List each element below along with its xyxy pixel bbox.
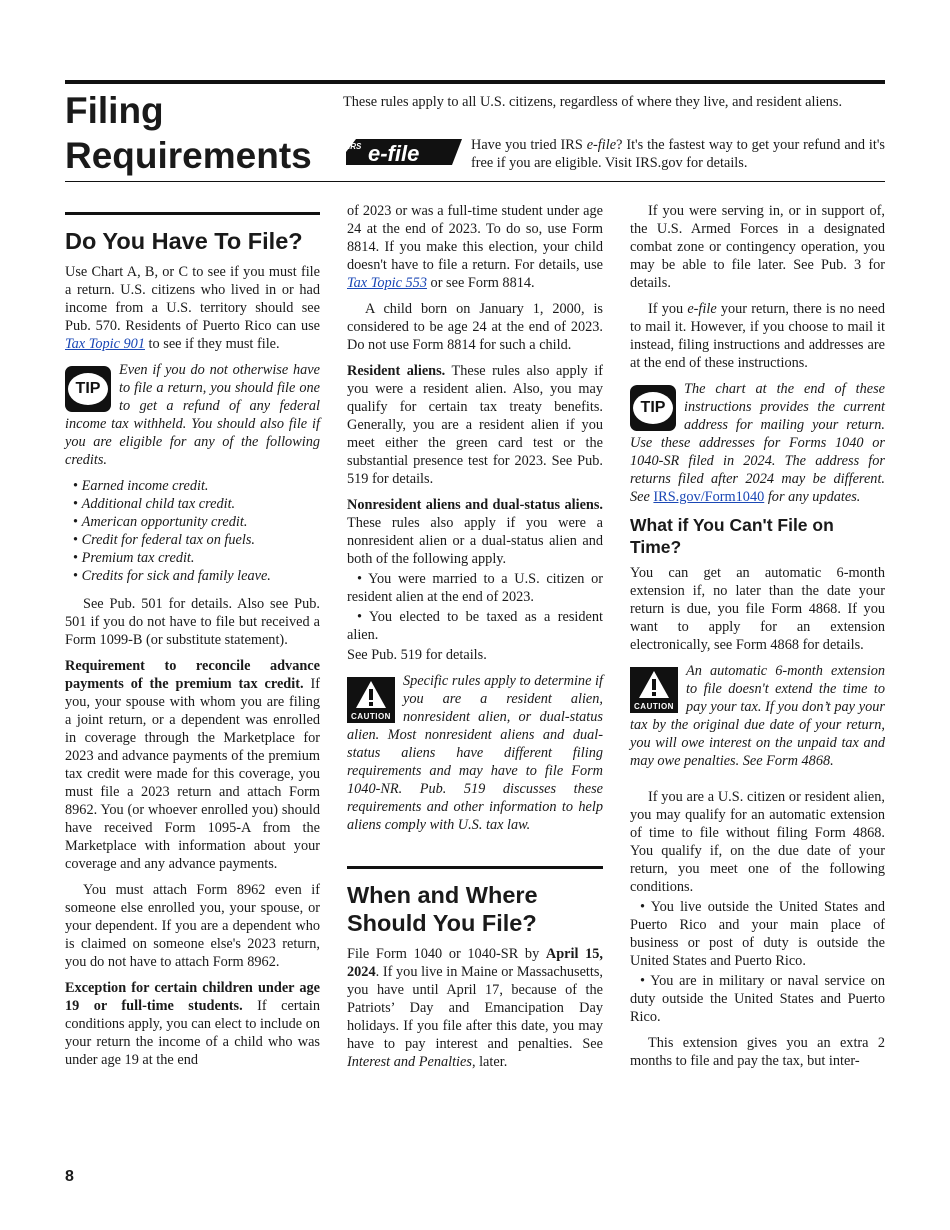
paragraph: You must attach Form 8962 even if someone else enrolled you, your spouse, or your dependent. If you are a dependent who is claimed on someone else's 2023 return, you do not have to attach Form 8962. (65, 882, 320, 970)
list-item: • Premium tax credit. (73, 549, 320, 567)
paragraph: This extension gives you an extra 2 months to file and pay the tax, but inter- (630, 1035, 885, 1069)
tax-topic-901-link[interactable]: Tax Topic 901 (65, 336, 145, 352)
paragraph: Nonresident aliens and dual-status aliens. These rules also apply if you were a nonresident alien or a dual-status alien and both of the following apply. (347, 497, 603, 567)
irs-form1040-link[interactable]: IRS.gov/Form1040 (653, 489, 765, 505)
top-rule (65, 80, 885, 84)
list-item: • American opportunity credit. (73, 513, 320, 531)
tip-icon: TIP (65, 366, 111, 412)
efile-logo-irs-text: IRS (348, 142, 362, 151)
efile-promo: Have you tried IRS e-file? It's the fastest way to get your refund and it's free if you are eligible. Visit IRS.gov for details. (471, 137, 885, 171)
column-1 (65, 202, 320, 1077)
list-item: • Credit for federal tax on fuels. (73, 531, 320, 549)
list-item: • You were married to a U.S. citizen or resident alien at the end of 2023. (347, 570, 603, 606)
caution-note: CAUTION An automatic 6-month extension to file doesn't extend the time to pay your tax. If you don’t pay your tax by the original due date of your return, you will owe interest on the unpaid tax and may owe penalties. See Form 4868. (630, 663, 885, 769)
paragraph: Use Chart A, B, or C to see if you must file a return. U.S. citizens who lived in or had income from a U.S. territory should see Pub. 570. Residents of Puerto Rico can use Tax Topic 901 to see if they must file. (65, 264, 320, 352)
column-2 (347, 202, 603, 1079)
tip-note: TIP Even if you do not otherwise have to file a return, you should file one to get a refund of any federal income tax withheld. You should also file if you are eligible for any of the following credits. (65, 362, 320, 468)
paragraph: If you e-file your return, there is no need to mail it. However, if you choose to mail it instead, filing instructions and addresses are at the end of these instructions. (630, 301, 885, 371)
paragraph: See Pub. 519 for details. (347, 647, 487, 663)
paragraph: If you were serving in, or in support of, the U.S. Armed Forces in a designated combat zone or contingency operation, you may be able to file later. See Pub. 3 for details. (630, 203, 885, 291)
paragraph: See Pub. 501 for details. Also see Pub. 501 if you do not have to file but received a Form 1099-B (or substitute statement). (65, 596, 320, 648)
paragraph: Exception for certain children under age 19 or full-time students. If certain conditions apply, you can elect to include on your return the income of a child who was under age 19 at the end (65, 980, 321, 1068)
heading-cant-file-on-time: What if You Can't File on Time? (630, 515, 834, 557)
list-item: • Additional child tax credit. (73, 495, 320, 513)
tip-note: TIP The chart at the end of these instructions provides the current address for mailing your return. Use these addresses for Forms 1040 or 1040-SR filed in 2024. The address for returns filed after 2024 may be different. See IRS.gov/Form1040 for any updates. (630, 381, 885, 505)
caution-note: CAUTION Specific rules apply to determine if you are a resident alien, nonresident alien, or dual-status alien. Most nonresident aliens and dual-status aliens have different filing requirements and may have to file Form 1040-NR. Pub. 519 discusses these requirements and other information to help aliens comply with U.S. tax law. (347, 673, 603, 833)
paragraph: of 2023 or was a full-time student under age 24 at the end of 2023. To do so, use Form 8814. If you make this election, your child doesn't have to file a return. For details, use Tax Topic 553 or see Form 8814. (347, 203, 603, 291)
paragraph: If you are a U.S. citizen or resident alien, you may qualify for an automatic extension of time to file without filing Form 4868. You qualify if, on the due date of your return, you meet one of the following conditions. (630, 789, 885, 895)
list-item: • Credits for sick and family leave. (73, 567, 320, 585)
paragraph: File Form 1040 or 1040-SR by April 15, 2024. If you live in Maine or Massachusetts, you have until April 17, because of the Patriots’ Day and Emancipation Day holidays. If you file after this date, you may have to pay interest and penalties. See Interest and Penalties, later. (347, 946, 603, 1070)
credits-list (73, 477, 320, 585)
irs-efile-logo (344, 136, 464, 168)
paragraph: Requirement to reconcile advance payments of the premium tax credit. If you, your spouse with whom you are filing a joint return, or a dependent was enrolled in coverage through the Marketplace for 2023 and advance payments of the premium tax credit were made for this coverage, you must file a 2023 return and attach Form 8962. You (or whoever enrolled you) should have received Form 1095-A from the Marketplace with information about your coverage and any advance payments. (65, 658, 320, 872)
section-rule (347, 866, 603, 869)
section-rule (65, 212, 320, 215)
page-title: Filing Requirements (65, 90, 312, 176)
efile-logo-text: e-file (368, 141, 420, 166)
list-item: • You are in military or naval service on duty outside the United States and Puerto Rico. (630, 972, 885, 1026)
list-item: • You elected to be taxed as a resident alien. (347, 608, 603, 644)
column-3 (630, 202, 885, 1078)
heading-when-and-where: When and Where Should You File? (347, 882, 538, 936)
header-rule (65, 181, 885, 182)
tax-topic-553-link[interactable]: Tax Topic 553 (347, 275, 427, 291)
paragraph: You can get an automatic 6-month extension if, no later than the date your return is due, you file Form 4868. If you want to apply for an extension electronically, see Form 4868 for details. (630, 565, 885, 653)
paragraph: A child born on January 1, 2000, is considered to be age 24 at the end of 2023. Do not use Form 8814 for such a child. (347, 301, 603, 353)
caution-icon: CAUTION (630, 667, 678, 713)
heading-do-you-have-to-file: Do You Have To File? (65, 228, 303, 254)
list-item: • Earned income credit. (73, 477, 320, 495)
paragraph: Resident aliens. These rules also apply if you were a resident alien. Also, you may qualify for certain tax treaty benefits. Generally, you are a resident alien if you meet either the green card test or the substantial presence test for 2023. See Pub. 519 for details. (347, 363, 603, 487)
page-number: 8 (65, 1168, 74, 1185)
list-item: • You live outside the United States and Puerto Rico and your main place of business or post of duty is outside the United States and Puerto Rico. (630, 898, 885, 970)
intro-text: These rules apply to all U.S. citizens, regardless of where they live, and resident aliens. (343, 94, 843, 110)
caution-icon: CAUTION (347, 677, 395, 723)
tip-icon: TIP (630, 385, 676, 431)
